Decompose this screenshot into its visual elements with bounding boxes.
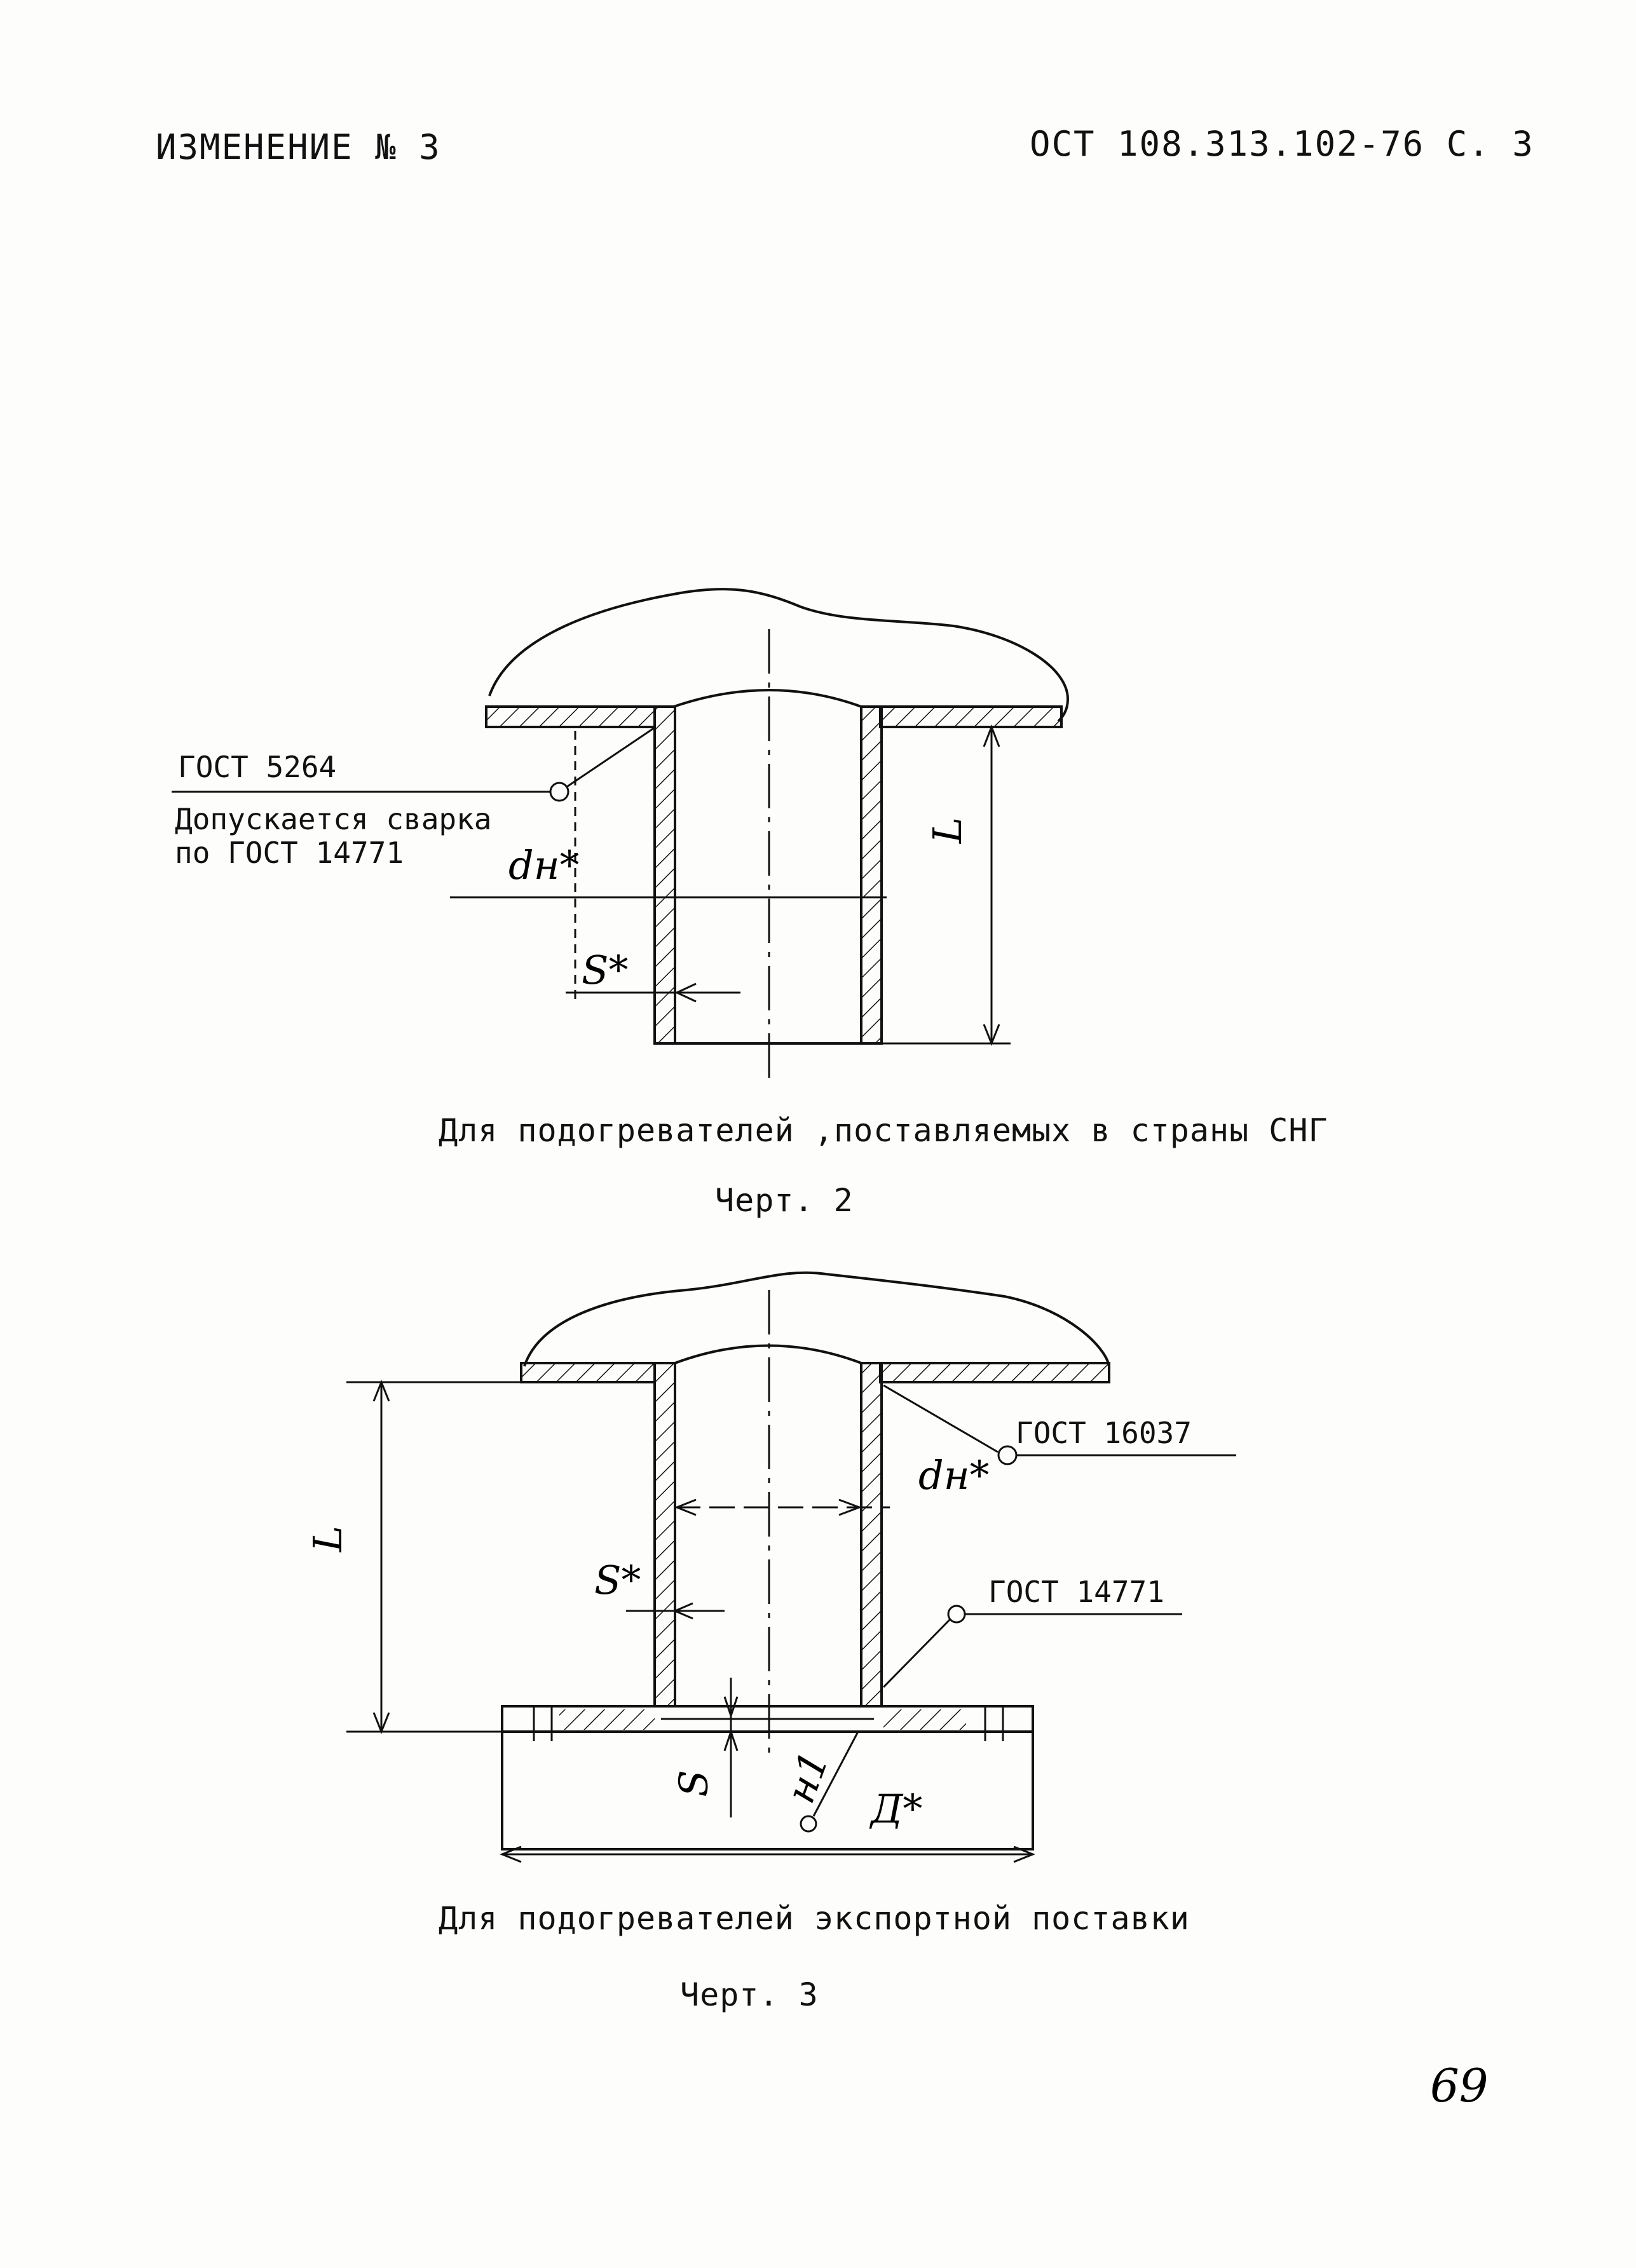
nozzle-wall-left <box>655 1363 675 1706</box>
figure-3-standard-label-2: ГОСТ 14771 <box>988 1575 1164 1609</box>
change-notice-heading: ИЗМЕНЕНИЕ № 3 <box>156 127 441 167</box>
shell-breakout-outline <box>489 589 1068 721</box>
figure-2-caption: Для подогревателей ,поставляемых в страны СНГ <box>439 1112 1328 1149</box>
shell-plate-left <box>521 1363 655 1382</box>
figure-3-d-label: Д* <box>871 1786 923 1832</box>
standard-reference-heading: ОСТ 108.313.102-76 С. 3 <box>1030 124 1534 164</box>
nozzle-wall-right <box>861 707 882 1043</box>
figure-3-length-label: L <box>304 1525 351 1552</box>
page-number: 69 <box>1430 2059 1489 2112</box>
figure-2-length-label: L <box>924 817 971 844</box>
figure-2-note-line-2: по ГОСТ 14771 <box>175 836 404 870</box>
shell-plate-right <box>880 707 1061 727</box>
figure-2-number: Черт. 2 <box>715 1182 854 1219</box>
figure-3-n-label: н1 <box>777 1745 838 1809</box>
shell-breakout-outline <box>524 1273 1109 1366</box>
flange-hatch-left <box>559 1709 655 1730</box>
flange-base <box>502 1732 1033 1849</box>
figure-3-thickness-label: S* <box>594 1557 641 1603</box>
flange-hatch-right <box>883 1709 966 1730</box>
nozzle-wall-right <box>861 1363 882 1706</box>
figure-3-number: Черт. 3 <box>680 1976 819 2013</box>
figure-3-standard-label-1: ГОСТ 16037 <box>1016 1416 1192 1450</box>
figure-2-note-line-1: Допускается сварка <box>175 802 492 836</box>
weld-leader-line-1 <box>883 1385 998 1452</box>
weld-symbol-circle <box>550 783 568 801</box>
figure-3-diameter-label: dн* <box>918 1452 990 1498</box>
figure-2-standard-label: ГОСТ 5264 <box>178 750 337 784</box>
weld-leader-line-2 <box>883 1619 950 1687</box>
shell-plate-left <box>486 707 655 727</box>
figure-3-caption: Для подогревателей экспортной поставки <box>439 1900 1190 1937</box>
figure-3-s-label: S <box>670 1770 717 1797</box>
nozzle-inner-arc <box>674 690 861 707</box>
figure-2-thickness-label: S* <box>582 947 629 993</box>
shell-plate-right <box>880 1363 1109 1382</box>
figure-2-diameter-label: dн* <box>508 842 580 888</box>
